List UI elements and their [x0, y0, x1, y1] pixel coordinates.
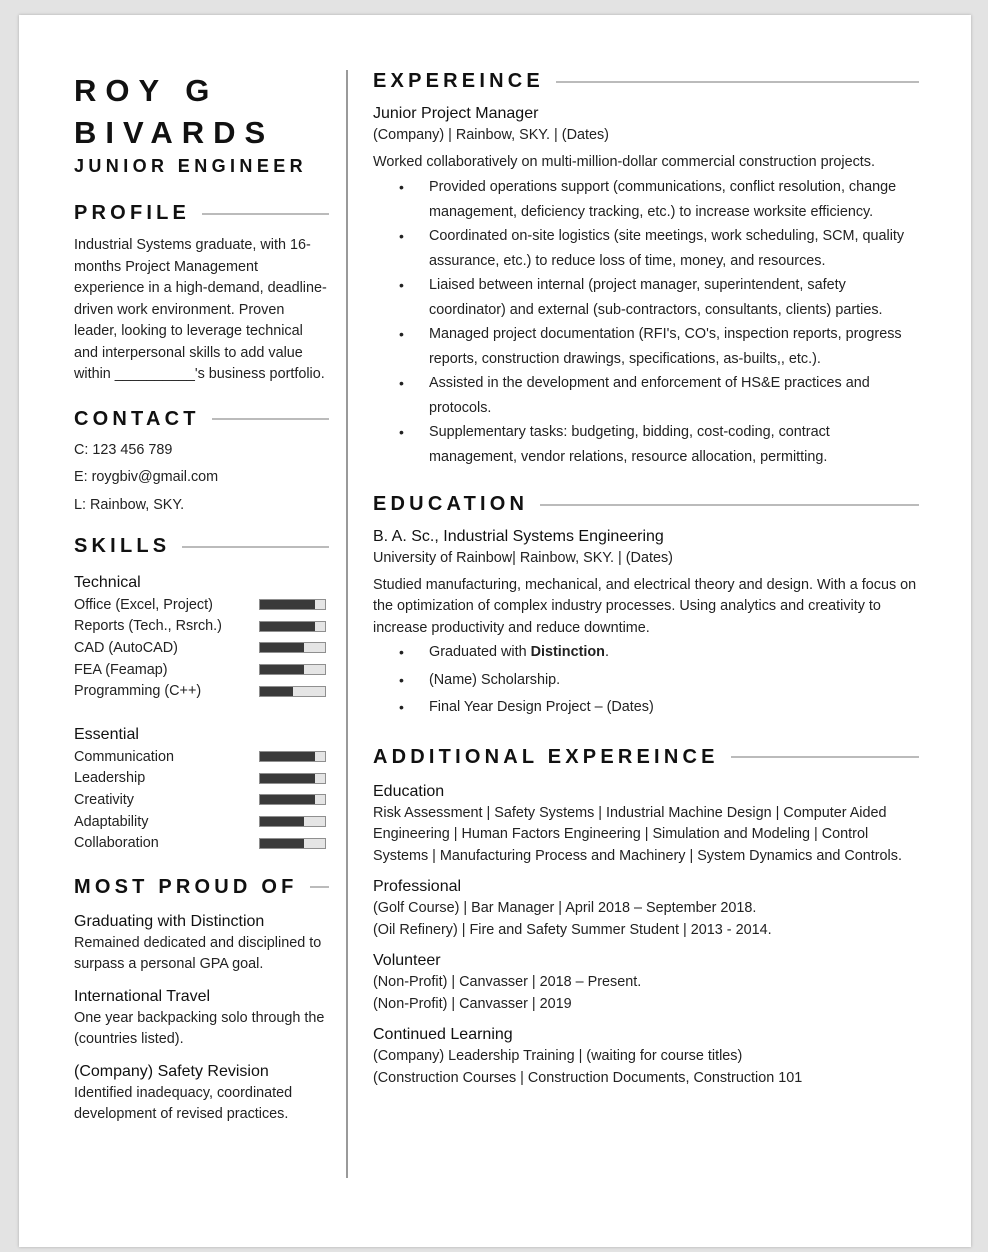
contact-title: CONTACT — [74, 407, 200, 430]
skill-row — [74, 594, 329, 616]
learning-line: (Construction Courses | Construction Documents, Construction 101 — [373, 1069, 803, 1086]
contact-block — [74, 437, 329, 520]
skill-row — [74, 637, 329, 659]
skill-level-fill — [260, 839, 304, 848]
skill-label: Communication — [74, 748, 174, 765]
skill-row — [74, 680, 329, 702]
skill-label: CAD (AutoCAD) — [74, 639, 178, 656]
heading-rule — [212, 418, 329, 420]
profile-text: Industrial Systems graduate, with 16-months Project Management experience in a high-demand, deadline-driven work environment. Proven leader, looking to leverage technical and interpersonal skills to add value within __________'s business portfolio. — [74, 237, 327, 382]
bullet-emphasis: Distinction — [530, 644, 605, 660]
degree-meta: University of Rainbow| Rainbow, SKY. | (Dates) — [373, 550, 673, 566]
skill-level-bar — [259, 838, 326, 849]
proud-item-title: (Company) Safety Revision — [74, 1062, 269, 1080]
essential-skills — [74, 724, 329, 854]
learning-title: Continued Learning — [373, 1026, 513, 1043]
bullet-dot: • — [399, 326, 404, 342]
list-item — [373, 667, 919, 695]
additional-education-text: Risk Assessment | Safety Systems | Industrial Machine Design | Computer Aided Engineering | Human Factors Engineering | Simulation and Modeling | Control Systems | Manufacturing Process and Machinery | System Dynamics and Controls. — [373, 804, 902, 864]
skill-level-bar — [259, 686, 326, 697]
skill-level-fill — [260, 665, 304, 674]
proud-item-text: Identified inadequacy, coordinated development of revised practices. — [74, 1084, 293, 1123]
education-heading — [373, 493, 919, 516]
bullet-dot: • — [399, 277, 404, 293]
heading-rule — [310, 886, 330, 888]
heading-rule — [556, 81, 919, 83]
skill-label: Leadership — [74, 770, 146, 787]
skill-row — [74, 746, 329, 768]
list-item — [373, 420, 919, 469]
contact-heading — [74, 408, 329, 431]
job-meta: (Company) | Rainbow, SKY. | (Dates) — [373, 127, 609, 143]
skill-level-bar — [259, 621, 326, 632]
bullet-dot: • — [399, 228, 404, 244]
bullet-dot: • — [399, 644, 404, 660]
skill-label: FEA (Feamap) — [74, 661, 168, 678]
proud-item — [74, 1061, 329, 1126]
proud-item-text: Remained dedicated and disciplined to surpass a personal GPA goal. — [74, 934, 322, 973]
skill-row — [74, 811, 329, 833]
volunteer-line: (Non-Profit) | Canvasser | 2018 – Present. — [373, 974, 642, 990]
essential-skills-list — [74, 746, 329, 854]
volunteer-line: (Non-Profit) | Canvasser | 2019 — [373, 995, 572, 1012]
job-summary: Worked collaboratively on multi-million-dollar commercial construction projects. — [373, 153, 875, 170]
proud-item-title: International Travel — [74, 987, 211, 1005]
contact-phone: C: 123 456 789 — [74, 441, 173, 458]
skill-level-bar — [259, 751, 326, 762]
right-column — [373, 70, 919, 1089]
skill-label: Adaptability — [74, 813, 149, 830]
degree-title: B. A. Sc., Industrial Systems Engineering — [373, 528, 664, 545]
skill-row — [74, 832, 329, 854]
skill-level-fill — [260, 752, 315, 761]
proud-item — [74, 986, 329, 1051]
essential-skills-title: Essential — [74, 725, 139, 743]
skill-level-bar — [259, 816, 326, 827]
bullet-dot: • — [399, 424, 404, 440]
proud-item-text: One year backpacking solo through the (countries listed). — [74, 1009, 325, 1048]
bullet-text: Managed project documentation (RFI's, CO's, inspection reports, progress reports, construction drawings, specifications, as-builts,, etc.). — [429, 326, 902, 367]
heading-rule — [202, 213, 329, 215]
skill-level-bar — [259, 794, 326, 805]
list-item — [373, 224, 919, 273]
proud-title: MOST PROUD OF — [74, 875, 298, 898]
bullet-dot: • — [399, 179, 404, 195]
technical-skills — [74, 572, 329, 702]
contact-email: E: roygbiv@gmail.com — [74, 469, 219, 485]
bullet-text: Assisted in the development and enforcement of HS&E practices and protocols. — [429, 375, 870, 416]
left-column — [74, 70, 329, 1126]
job-role: JUNIOR ENGINEER — [74, 156, 308, 176]
bullet-dot: • — [399, 671, 404, 688]
bullet-dot: • — [399, 375, 404, 391]
skill-level-fill — [260, 643, 304, 652]
professional-title: Professional — [373, 878, 462, 895]
skill-level-fill — [260, 774, 315, 783]
learning-line: (Company) Leadership Training | (waiting for course titles) — [373, 1048, 743, 1064]
skill-level-fill — [260, 795, 315, 804]
list-item — [373, 322, 919, 371]
professional-line: (Golf Course) | Bar Manager | April 2018 – September 2018. — [373, 900, 757, 916]
bullet-text: . — [604, 644, 609, 660]
profile-heading — [74, 202, 329, 225]
resume-page — [19, 15, 971, 1247]
volunteer-title: Volunteer — [373, 952, 441, 969]
additional-education-title: Education — [373, 782, 445, 800]
skill-level-fill — [260, 622, 315, 631]
proud-item — [74, 911, 329, 976]
skill-row — [74, 616, 329, 638]
bullet-text: Graduated with — [429, 644, 531, 660]
skill-level-bar — [259, 642, 326, 653]
bullet-text: Provided operations support (communications, conflict resolution, change management, deficiency tracking, etc.) to increase worksite efficiency. — [429, 179, 897, 220]
bullet-text: Supplementary tasks: budgeting, bidding, cost-coding, contract management, vendor relations, resource allocation, permitting. — [429, 424, 830, 465]
skill-row — [74, 789, 329, 811]
additional-heading — [373, 746, 919, 769]
education-title: EDUCATION — [373, 493, 529, 515]
skill-label: Collaboration — [74, 835, 159, 852]
skill-level-bar — [259, 599, 326, 610]
list-item — [373, 694, 919, 722]
heading-rule — [731, 756, 919, 758]
experience-heading — [373, 70, 919, 93]
name-line-2: BIVARDS — [74, 115, 275, 150]
additional-title: ADDITIONAL EXPEREINCE — [373, 745, 719, 768]
skills-title: SKILLS — [74, 535, 171, 557]
bullet-text: Final Year Design Project – (Dates) — [429, 699, 654, 715]
professional-line: (Oil Refinery) | Fire and Safety Summer Student | 2013 - 2014. — [373, 921, 772, 938]
profile-title: PROFILE — [74, 202, 191, 224]
technical-skills-list — [74, 594, 329, 702]
column-divider — [346, 70, 348, 1178]
skill-level-fill — [260, 687, 293, 696]
proud-item-title: Graduating with Distinction — [74, 912, 265, 930]
skill-level-bar — [259, 773, 326, 784]
bullet-text: (Name) Scholarship. — [429, 671, 561, 688]
list-item — [373, 639, 919, 667]
bullet-text: Liaised between internal (project manager, superintendent, safety coordinator) and external (sub-contractors, consultants, clients) parties. — [429, 277, 883, 318]
list-item — [373, 371, 919, 420]
experience-bullets — [373, 175, 919, 469]
skill-row — [74, 768, 329, 790]
list-item — [373, 175, 919, 224]
skill-label: Office (Excel, Project) — [74, 596, 213, 613]
technical-skills-title: Technical — [74, 574, 141, 591]
skill-label: Programming (C++) — [74, 683, 202, 700]
list-item — [373, 273, 919, 322]
heading-rule — [540, 504, 919, 506]
experience-title: EXPEREINCE — [373, 70, 544, 92]
bullet-text: Coordinated on-site logistics (site meetings, work scheduling, SCM, quality assurance, etc.) to reduce loss of time, money, and resources. — [429, 228, 905, 269]
proud-heading — [74, 876, 329, 899]
education-summary: Studied manufacturing, mechanical, and electrical theory and design. With a focus on the optimization of complex industry processes. Using analytics and creativity to increase productivity and reduce downtime. — [373, 576, 917, 636]
heading-rule — [182, 546, 329, 548]
contact-location: L: Rainbow, SKY. — [74, 496, 185, 513]
bullet-dot: • — [399, 699, 404, 715]
skill-row — [74, 659, 329, 681]
skill-label: Reports (Tech., Rsrch.) — [74, 618, 222, 635]
skill-level-bar — [259, 664, 326, 675]
job-title: Junior Project Manager — [373, 105, 539, 122]
skill-label: Creativity — [74, 791, 134, 808]
skill-level-fill — [260, 600, 315, 609]
education-bullets — [373, 639, 919, 722]
skill-level-fill — [260, 817, 304, 826]
name-line-1: ROY G — [74, 73, 219, 108]
skills-heading — [74, 535, 329, 558]
